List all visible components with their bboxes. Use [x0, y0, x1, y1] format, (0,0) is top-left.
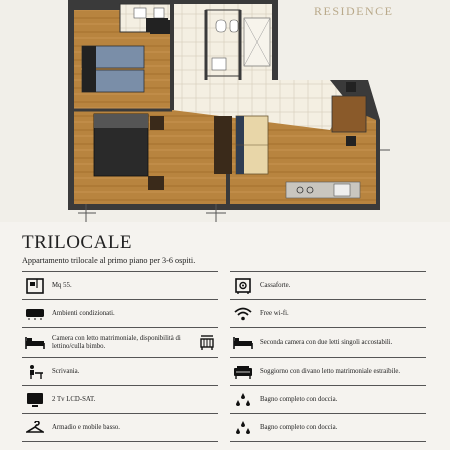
divider: [22, 357, 218, 358]
safe-icon: [232, 277, 254, 295]
feature-item: [24, 276, 220, 296]
feature-item: [232, 304, 428, 324]
feature-label: Mq 55.: [52, 281, 72, 289]
feature-label: Camera con letto matrimoniale, disponibilità di lettino/culla bimbo.: [52, 334, 181, 350]
divider: [230, 385, 426, 386]
feature-item: [24, 304, 220, 324]
feature-label: Scrivania.: [52, 367, 80, 375]
page-subtitle: Appartamento trilocale al primo piano per 3-6 ospiti.: [22, 256, 196, 265]
divider: [230, 357, 426, 358]
crib-icon: [196, 334, 218, 352]
floor-plan-drawing: [0, 0, 450, 222]
tv-icon: [24, 391, 46, 409]
floor-plan: [0, 0, 450, 222]
feature-item: [24, 418, 220, 438]
divider: [230, 271, 426, 272]
divider: [22, 271, 218, 272]
feature-label: Bagno completo con doccia.: [260, 423, 338, 431]
wifi-icon: [232, 305, 254, 323]
feature-label: Cassaforte.: [260, 281, 291, 289]
divider: [230, 299, 426, 300]
divider: [22, 327, 218, 328]
double-bed-icon: [24, 334, 46, 352]
feature-item: [232, 418, 428, 438]
feature-label: Seconda camera con due letti singoli accostabili.: [260, 338, 393, 346]
page-title: TRILOCALE: [22, 232, 133, 253]
divider: [22, 413, 218, 414]
feature-item: [24, 362, 220, 382]
feature-item: [232, 276, 428, 296]
divider: [22, 441, 218, 442]
feature-label: 2 Tv LCD-SAT.: [52, 395, 96, 403]
feature-label: Armadio e mobile basso.: [52, 423, 120, 431]
divider: [230, 413, 426, 414]
hanger-icon: [24, 419, 46, 437]
shower-drops-icon: [232, 391, 254, 409]
desk-icon: [24, 363, 46, 381]
feature-label: Bagno completo con doccia.: [260, 395, 338, 403]
sofa-bed-icon: [232, 363, 254, 381]
shower-drops-icon: [232, 419, 254, 437]
floor-plan-icon: [24, 277, 46, 295]
divider: [22, 385, 218, 386]
feature-item: [232, 390, 428, 410]
brand-logo-text: RESIDENCE: [314, 4, 394, 18]
feature-item: [24, 331, 220, 355]
feature-label: Soggiorno con divano letto matrimoniale estraibile.: [260, 367, 401, 375]
single-beds-icon: [232, 334, 254, 352]
feature-label: Ambienti condizionati.: [52, 309, 115, 317]
divider: [22, 299, 218, 300]
feature-item: [232, 333, 428, 353]
feature-label: Free wi-fi.: [260, 309, 289, 317]
divider: [230, 327, 426, 328]
feature-item: [232, 362, 428, 382]
air-conditioner-icon: [24, 305, 46, 323]
feature-item: [24, 390, 220, 410]
divider: [230, 441, 426, 442]
